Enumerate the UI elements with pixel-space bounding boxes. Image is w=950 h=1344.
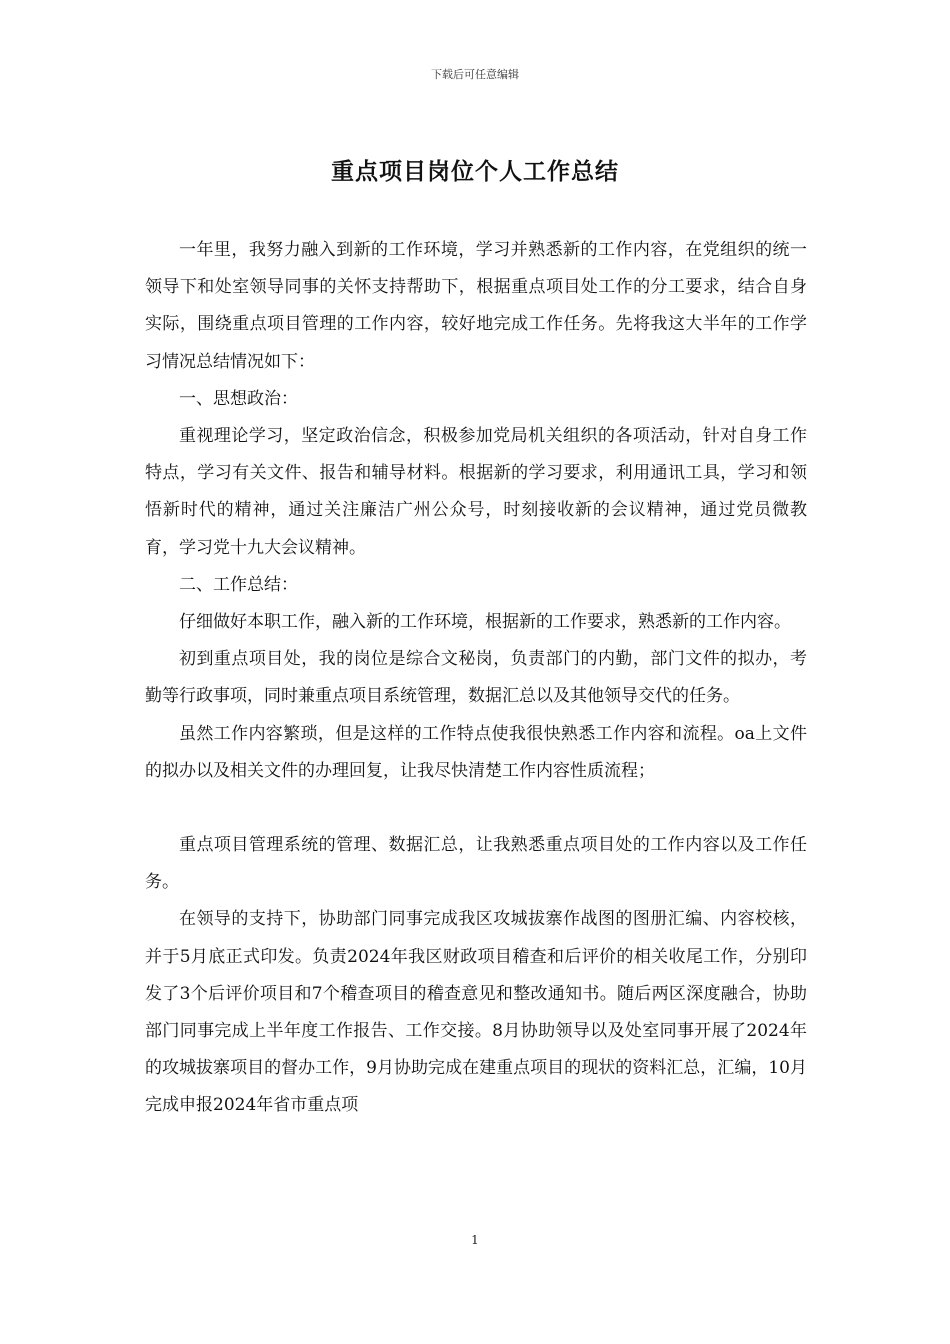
paragraph-work-3: 虽然工作内容繁琐，但是这样的工作特点使我很快熟悉工作内容和流程。oa上文件的拟办以及相关文件的办理回复，让我尽快清楚工作内容性质流程； xyxy=(145,723,807,781)
document-title: 重点项目岗位个人工作总结 xyxy=(331,159,619,185)
paragraph-politics: 重视理论学习，坚定政治信念，积极参加党局机关组织的各项活动，针对自身工作特点，学习有关文件、报告和辅导材料。根据新的学习要求，利用通讯工具，学习和领悟新时代的精神，通过关注廉洁广州公众号，时刻接收新的会议精神，通过党员微教育，学习党十九大会议精神。 xyxy=(145,426,807,558)
section-heading-work: 二、工作总结： xyxy=(179,574,298,595)
section-heading-politics: 一、思想政治： xyxy=(179,388,298,409)
paragraph-work-5: 在领导的支持下，协助部门同事完成我区攻城拔寨作战图的图册汇编、内容校核，并于5月底正式印发。负责2024年我区财政项目稽查和后评价的相关收尾工作，分别印发了3个后评价项目和7个稽查项目的稽查意见和整改通知书。随后两区深度融合，协助部门同事完成上半年度工作报告、工作交接。8月协助领导以及处室同事开展了2024年的攻城拔寨项目的督办工作，9月协助完成在建重点项目的现状的资料汇总，汇编，10月完成申报2024年省市重点项 xyxy=(145,909,807,1116)
paragraph-work-4: 重点项目管理系统的管理、数据汇总，让我熟悉重点项目处的工作内容以及工作任务。 xyxy=(145,835,807,893)
header-note: 下载后可任意编辑 xyxy=(431,68,519,81)
document-body xyxy=(145,232,807,1125)
page-number: 1 xyxy=(471,1233,479,1247)
paragraph-work-1: 仔细做好本职工作，融入新的工作环境，根据新的工作要求，熟悉新的工作内容。 xyxy=(179,612,791,633)
paragraph-intro: 一年里，我努力融入到新的工作环境，学习并熟悉新的工作内容，在党组织的统一领导下和处室领导同事的关怀支持帮助下，根据重点项目处工作的分工要求，结合自身实际，围绕重点项目管理的工作内容，较好地完成工作任务。先将我这大半年的工作学习情况总结情况如下： xyxy=(145,240,807,372)
paragraph-work-2: 初到重点项目处，我的岗位是综合文秘岗，负责部门的内勤，部门文件的拟办，考勤等行政事项，同时兼重点项目系统管理，数据汇总以及其他领导交代的任务。 xyxy=(145,649,807,707)
